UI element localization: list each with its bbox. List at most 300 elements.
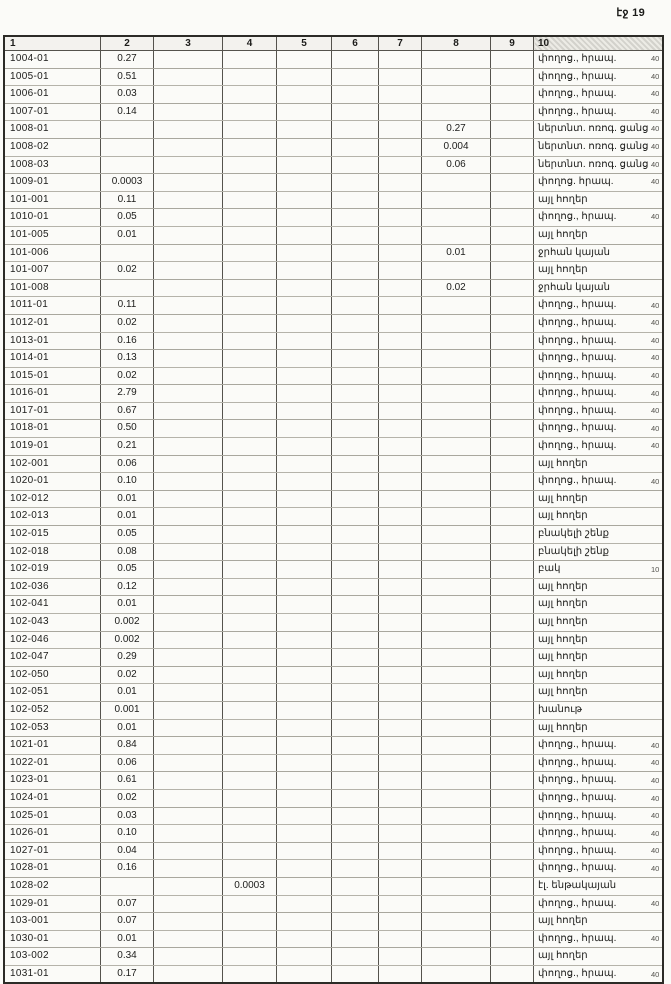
margin-mark: 40 (651, 89, 660, 99)
cell-empty (379, 103, 422, 121)
table-row (4, 226, 663, 244)
cell-empty (491, 701, 534, 719)
cell-parcel-code: 102-050 (4, 666, 101, 684)
cell-empty (154, 385, 223, 403)
table-row (4, 543, 663, 561)
cell-land-use: այլ հողեր (534, 226, 664, 244)
cell-empty (379, 438, 422, 456)
cell-parcel-code: 103-002 (4, 948, 101, 966)
cell-parcel-code: 1016-01 (4, 385, 101, 403)
cell-empty (379, 174, 422, 192)
table-row (4, 737, 663, 755)
table-row (4, 473, 663, 491)
cell-parcel-code: 1014-01 (4, 350, 101, 368)
margin-mark (651, 702, 671, 720)
cell-parcel-code: 102-018 (4, 543, 101, 561)
cell-empty (491, 860, 534, 878)
cell-parcel-code: 102-012 (4, 490, 101, 508)
cell-land-use: այլ հողեր (534, 578, 664, 596)
cell-parcel-code: 1029-01 (4, 895, 101, 913)
column-header-6: 6 (332, 36, 379, 51)
cell-land-use: խանութ (534, 701, 664, 719)
cell-empty (277, 420, 332, 438)
margin-mark (651, 596, 671, 614)
margin-mark: 40 (651, 934, 660, 944)
cell-area: 0.27 (101, 51, 154, 69)
margin-mark: 40 (651, 441, 660, 451)
cell-empty (379, 948, 422, 966)
cell-empty (154, 332, 223, 350)
cell-area: 0.05 (101, 526, 154, 544)
cell-area (422, 578, 491, 596)
cell-empty (154, 842, 223, 860)
cell-empty (379, 138, 422, 156)
cell-empty (332, 455, 379, 473)
cell-empty (491, 279, 534, 297)
cell-empty (277, 314, 332, 332)
cell-empty (332, 965, 379, 983)
cell-area (422, 666, 491, 684)
cell-empty (277, 649, 332, 667)
cell-area (422, 86, 491, 104)
cell-area (223, 332, 277, 350)
cell-land-use: փողոց., հրապ. (534, 965, 664, 983)
cell-empty (332, 103, 379, 121)
cell-empty (332, 631, 379, 649)
cell-empty (277, 543, 332, 561)
land-parcel-table (3, 35, 664, 984)
table-row (4, 367, 663, 385)
cell-empty (491, 332, 534, 350)
table-row (4, 614, 663, 632)
cell-parcel-code: 1006-01 (4, 86, 101, 104)
cell-parcel-code: 1004-01 (4, 51, 101, 69)
cell-empty (277, 402, 332, 420)
cell-area (422, 737, 491, 755)
cell-empty (491, 121, 534, 139)
cell-area (223, 279, 277, 297)
cell-area (223, 948, 277, 966)
cell-empty (332, 877, 379, 895)
cell-empty (332, 789, 379, 807)
cell-empty (332, 350, 379, 368)
cell-area (223, 191, 277, 209)
cell-area: 0.34 (101, 948, 154, 966)
cell-empty (277, 103, 332, 121)
cell-area (422, 561, 491, 579)
cell-empty (332, 226, 379, 244)
cell-land-use: այլ հողեր (534, 596, 664, 614)
cell-empty (154, 455, 223, 473)
cell-empty (491, 209, 534, 227)
margin-mark (651, 631, 671, 649)
cell-parcel-code: 102-041 (4, 596, 101, 614)
margin-mark: 40 (651, 388, 660, 398)
cell-area (223, 578, 277, 596)
cell-land-use: փողոց., հրապ. (534, 772, 664, 790)
cell-parcel-code: 102-047 (4, 649, 101, 667)
cell-parcel-code: 101-008 (4, 279, 101, 297)
cell-empty (332, 402, 379, 420)
cell-area (223, 138, 277, 156)
cell-empty (277, 895, 332, 913)
cell-empty (277, 561, 332, 579)
cell-empty (277, 490, 332, 508)
cell-area: 0.13 (101, 350, 154, 368)
cell-empty (154, 737, 223, 755)
margin-mark: 40 (651, 476, 660, 486)
cell-area: 0.16 (101, 860, 154, 878)
table-row (4, 332, 663, 350)
cell-area (223, 860, 277, 878)
cell-empty (154, 666, 223, 684)
cell-empty (491, 438, 534, 456)
cell-empty (491, 895, 534, 913)
cell-land-use: այլ հողեր (534, 508, 664, 526)
margin-mark: 40 (651, 124, 660, 134)
cell-empty (277, 930, 332, 948)
cell-area: 0.02 (101, 789, 154, 807)
cell-empty (277, 719, 332, 737)
cell-area (223, 631, 277, 649)
cell-area (223, 614, 277, 632)
cell-empty (154, 754, 223, 772)
cell-area (223, 649, 277, 667)
cell-area: 0.02 (101, 262, 154, 280)
cell-empty (154, 473, 223, 491)
cell-empty (379, 262, 422, 280)
cell-parcel-code: 1008-02 (4, 138, 101, 156)
cell-land-use: փողոց., հրապ. (534, 754, 664, 772)
cell-empty (491, 191, 534, 209)
cell-empty (277, 438, 332, 456)
cell-area (422, 226, 491, 244)
cell-empty (379, 350, 422, 368)
margin-mark (651, 948, 671, 966)
cell-area (422, 402, 491, 420)
cell-area: 0.02 (101, 666, 154, 684)
table-row (4, 842, 663, 860)
cell-empty (379, 332, 422, 350)
cell-empty (491, 420, 534, 438)
margin-mark (651, 719, 671, 737)
cell-empty (332, 860, 379, 878)
cell-land-use: փողոց., հրապ. (534, 825, 664, 843)
cell-empty (154, 156, 223, 174)
cell-empty (379, 614, 422, 632)
margin-mark: 40 (651, 106, 660, 116)
cell-area (223, 965, 277, 983)
cell-area: 0.01 (422, 244, 491, 262)
cell-parcel-code: 1027-01 (4, 842, 101, 860)
table-row (4, 772, 663, 790)
cell-empty (277, 913, 332, 931)
cell-land-use: բնակելի շենք (534, 526, 664, 544)
cell-empty (332, 649, 379, 667)
cell-empty (379, 561, 422, 579)
cell-empty (277, 51, 332, 69)
cell-empty (154, 420, 223, 438)
cell-parcel-code: 1012-01 (4, 314, 101, 332)
cell-parcel-code: 1005-01 (4, 68, 101, 86)
margin-mark (651, 649, 671, 667)
cell-area: 0.07 (101, 913, 154, 931)
cell-empty (332, 561, 379, 579)
cell-empty (277, 614, 332, 632)
cell-land-use: փողոց., հրապ. (534, 68, 664, 86)
cell-land-use: փողոց. հրապ. (534, 174, 664, 192)
cell-empty (332, 807, 379, 825)
cell-empty (332, 895, 379, 913)
table-row (4, 807, 663, 825)
cell-area: 0.12 (101, 578, 154, 596)
cell-empty (491, 789, 534, 807)
cell-parcel-code: 102-036 (4, 578, 101, 596)
cell-empty (154, 402, 223, 420)
cell-area (422, 332, 491, 350)
cell-empty (277, 332, 332, 350)
table-row (4, 930, 663, 948)
margin-mark: 40 (651, 370, 660, 380)
cell-empty (332, 508, 379, 526)
cell-area (422, 825, 491, 843)
margin-mark: 40 (651, 318, 660, 328)
cell-area (422, 438, 491, 456)
cell-empty (379, 930, 422, 948)
cell-parcel-code: 1031-01 (4, 965, 101, 983)
cell-parcel-code: 1030-01 (4, 930, 101, 948)
cell-area (422, 314, 491, 332)
cell-area: 0.06 (422, 156, 491, 174)
table-row (4, 561, 663, 579)
cell-area: 0.11 (101, 191, 154, 209)
cell-parcel-code: 1022-01 (4, 754, 101, 772)
table-row (4, 262, 663, 280)
margin-mark: 40 (651, 300, 660, 310)
cell-empty (332, 473, 379, 491)
cell-empty (277, 121, 332, 139)
cell-empty (491, 455, 534, 473)
cell-land-use: փողոց., հրապ. (534, 807, 664, 825)
cell-empty (277, 508, 332, 526)
cell-empty (154, 684, 223, 702)
cell-empty (379, 209, 422, 227)
cell-empty (332, 490, 379, 508)
cell-empty (332, 262, 379, 280)
cell-area: 0.51 (101, 68, 154, 86)
cell-land-use: այլ հողեր (534, 631, 664, 649)
cell-area (223, 314, 277, 332)
margin-mark (651, 191, 671, 209)
cell-parcel-code: 101-006 (4, 244, 101, 262)
cell-empty (379, 385, 422, 403)
cell-area: 0.08 (101, 543, 154, 561)
cell-empty (491, 314, 534, 332)
cell-land-use: այլ հողեր (534, 913, 664, 931)
cell-empty (491, 842, 534, 860)
cell-area (422, 930, 491, 948)
cell-area (101, 244, 154, 262)
cell-empty (332, 191, 379, 209)
cell-empty (491, 631, 534, 649)
cell-empty (332, 701, 379, 719)
table-row (4, 350, 663, 368)
cell-area (223, 156, 277, 174)
cell-area (422, 965, 491, 983)
margin-mark (651, 684, 671, 702)
cell-area (422, 842, 491, 860)
margin-mark: 40 (651, 864, 660, 874)
cell-empty (379, 402, 422, 420)
cell-area (422, 103, 491, 121)
cell-parcel-code: 1028-02 (4, 877, 101, 895)
cell-land-use: փողոց., հրապ. (534, 420, 664, 438)
cell-empty (154, 913, 223, 931)
cell-empty (277, 877, 332, 895)
cell-area (223, 930, 277, 948)
cell-empty (154, 965, 223, 983)
table-row (4, 860, 663, 878)
cell-empty (154, 367, 223, 385)
cell-empty (491, 825, 534, 843)
cell-empty (332, 719, 379, 737)
cell-area: 0.27 (422, 121, 491, 139)
cell-empty (332, 754, 379, 772)
cell-empty (277, 279, 332, 297)
table-row (4, 578, 663, 596)
cell-parcel-code: 101-007 (4, 262, 101, 280)
table-row (4, 825, 663, 843)
cell-land-use: փողոց., հրապ. (534, 895, 664, 913)
table-header (4, 36, 663, 51)
cell-empty (491, 68, 534, 86)
table-header-row (4, 36, 663, 51)
cell-area: 0.004 (422, 138, 491, 156)
cell-area: 0.50 (101, 420, 154, 438)
cell-area (223, 438, 277, 456)
cell-empty (154, 191, 223, 209)
cell-area (422, 684, 491, 702)
cell-area (223, 68, 277, 86)
cell-area (422, 877, 491, 895)
margin-mark: 40 (651, 846, 660, 856)
cell-empty (491, 666, 534, 684)
cell-parcel-code: 102-053 (4, 719, 101, 737)
cell-empty (379, 543, 422, 561)
cell-parcel-code: 101-005 (4, 226, 101, 244)
cell-empty (332, 684, 379, 702)
column-header-5: 5 (277, 36, 332, 51)
table-row (4, 913, 663, 931)
cell-empty (491, 965, 534, 983)
cell-empty (154, 614, 223, 632)
cell-empty (379, 684, 422, 702)
cell-area: 0.14 (101, 103, 154, 121)
cell-area: 0.002 (101, 614, 154, 632)
cell-area: 0.02 (101, 314, 154, 332)
cell-parcel-code: 102-001 (4, 455, 101, 473)
cell-empty (154, 596, 223, 614)
cell-area: 0.29 (101, 649, 154, 667)
cell-area (223, 385, 277, 403)
cell-empty (332, 244, 379, 262)
cell-area (223, 226, 277, 244)
table-row (4, 719, 663, 737)
cell-empty (154, 508, 223, 526)
cell-parcel-code: 1015-01 (4, 367, 101, 385)
table-row (4, 631, 663, 649)
cell-land-use: ջրհան կայան (534, 244, 664, 262)
cell-area (422, 701, 491, 719)
cell-area: 0.01 (101, 684, 154, 702)
cell-area (223, 737, 277, 755)
cell-area: 0.10 (101, 473, 154, 491)
cell-empty (154, 103, 223, 121)
table-row (4, 402, 663, 420)
table-row (4, 209, 663, 227)
table-row (4, 701, 663, 719)
cell-land-use: փողոց., հրապ. (534, 930, 664, 948)
cell-empty (491, 367, 534, 385)
cell-empty (491, 684, 534, 702)
cell-empty (491, 719, 534, 737)
cell-area (422, 367, 491, 385)
cell-area (422, 614, 491, 632)
table-row (4, 684, 663, 702)
cell-land-use: այլ հողեր (534, 649, 664, 667)
cell-empty (332, 772, 379, 790)
cell-area (422, 350, 491, 368)
cell-area (223, 51, 277, 69)
cell-empty (277, 385, 332, 403)
cell-area (422, 473, 491, 491)
cell-empty (154, 526, 223, 544)
cell-empty (277, 226, 332, 244)
cell-empty (154, 51, 223, 69)
margin-mark: 40 (651, 212, 660, 222)
cell-area (223, 561, 277, 579)
cell-empty (491, 262, 534, 280)
cell-land-use: ներտնտ. ոռոգ. ցանց (534, 138, 664, 156)
cell-empty (332, 578, 379, 596)
column-header-1: 1 (4, 36, 101, 51)
cell-empty (491, 174, 534, 192)
cell-empty (154, 226, 223, 244)
cell-area (223, 596, 277, 614)
cell-land-use: այլ հողեր (534, 455, 664, 473)
cell-empty (379, 719, 422, 737)
cell-empty (154, 350, 223, 368)
cell-parcel-code: 1018-01 (4, 420, 101, 438)
cell-area (422, 649, 491, 667)
cell-parcel-code: 102-015 (4, 526, 101, 544)
cell-area (223, 543, 277, 561)
cell-empty (379, 490, 422, 508)
cell-empty (491, 614, 534, 632)
table-row (4, 244, 663, 262)
cell-land-use: փողոց., հրապ. (534, 51, 664, 69)
cell-empty (332, 367, 379, 385)
cell-empty (379, 631, 422, 649)
table-row (4, 649, 663, 667)
table-row (4, 297, 663, 315)
cell-land-use: բնակելի շենք (534, 543, 664, 561)
cell-empty (379, 578, 422, 596)
cell-empty (277, 737, 332, 755)
cell-area (223, 508, 277, 526)
cell-land-use: այլ հողեր (534, 684, 664, 702)
cell-empty (332, 526, 379, 544)
